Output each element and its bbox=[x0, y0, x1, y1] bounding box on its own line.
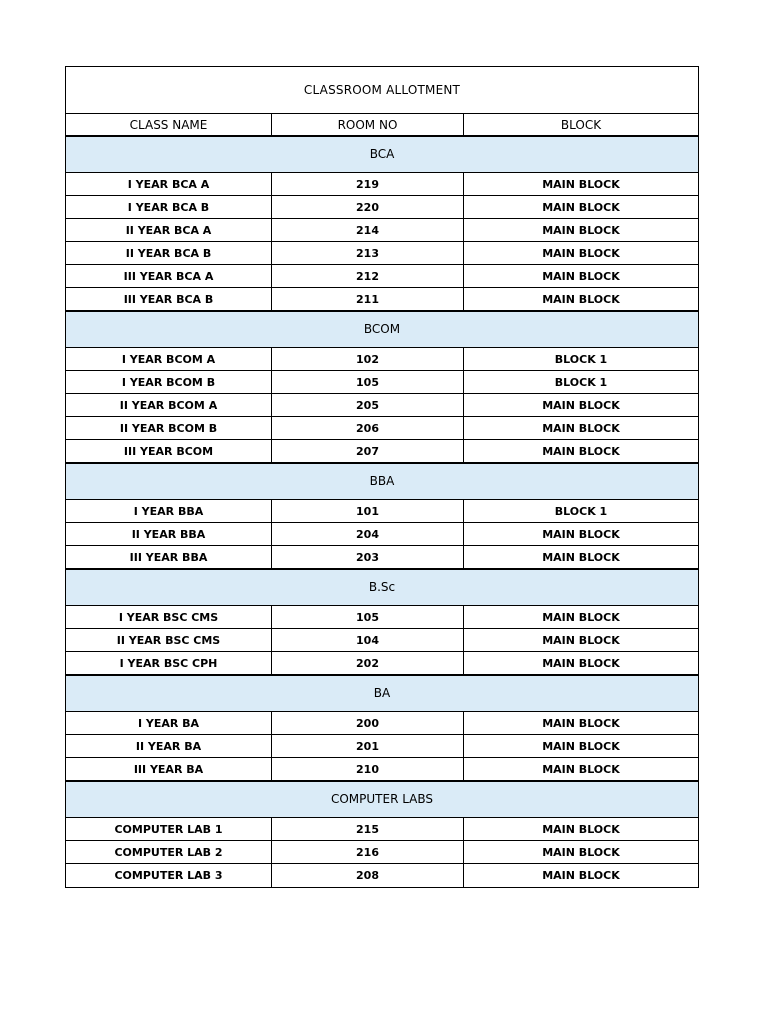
room-no-cell: 206 bbox=[272, 417, 464, 439]
class-name-cell: I YEAR BSC CPH bbox=[66, 652, 272, 674]
table-row bbox=[66, 652, 698, 675]
class-name-cell: III YEAR BA bbox=[66, 758, 272, 780]
table-row bbox=[66, 523, 698, 546]
block-cell: MAIN BLOCK bbox=[542, 269, 620, 283]
section-header-row bbox=[66, 136, 698, 173]
room-no-cell: 214 bbox=[272, 219, 464, 241]
class-name-cell: II YEAR BBA bbox=[66, 523, 272, 545]
table-row bbox=[66, 440, 698, 463]
room-no-cell: 200 bbox=[272, 712, 464, 734]
class-name-cell: III YEAR BBA bbox=[66, 546, 272, 568]
block-cell: BLOCK 1 bbox=[554, 504, 608, 518]
section-header-row bbox=[66, 463, 698, 500]
room-no-cell: 208 bbox=[272, 864, 464, 887]
room-no-cell: 207 bbox=[272, 440, 464, 462]
room-no-cell: 212 bbox=[272, 265, 464, 287]
table-row bbox=[66, 219, 698, 242]
section-title: COMPUTER LABS bbox=[330, 792, 434, 806]
class-name-cell: III YEAR BCOM bbox=[66, 440, 272, 462]
section-title: BBA bbox=[369, 474, 395, 488]
class-name-cell: I YEAR BBA bbox=[66, 500, 272, 522]
block-cell: BLOCK 1 bbox=[554, 375, 608, 389]
section-title: B.Sc bbox=[368, 580, 396, 594]
block-cell: MAIN BLOCK bbox=[542, 527, 620, 541]
block-cell: MAIN BLOCK bbox=[542, 845, 620, 859]
room-no-cell: 203 bbox=[272, 546, 464, 568]
table-row bbox=[66, 265, 698, 288]
class-name-cell: II YEAR BSC CMS bbox=[66, 629, 272, 651]
block-cell: MAIN BLOCK bbox=[542, 550, 620, 564]
block-cell: MAIN BLOCK bbox=[542, 223, 620, 237]
block-cell: MAIN BLOCK bbox=[542, 444, 620, 458]
room-no-cell: 102 bbox=[272, 348, 464, 370]
block-cell: MAIN BLOCK bbox=[542, 656, 620, 670]
table-row bbox=[66, 758, 698, 781]
section-header-row bbox=[66, 311, 698, 348]
room-no-cell: 202 bbox=[272, 652, 464, 674]
block-cell: MAIN BLOCK bbox=[542, 610, 620, 624]
class-name-cell: I YEAR BCOM B bbox=[66, 371, 272, 393]
table-title: CLASSROOM ALLOTMENT bbox=[303, 83, 461, 97]
block-cell: MAIN BLOCK bbox=[542, 822, 620, 836]
room-no-cell: 211 bbox=[272, 288, 464, 310]
room-no-cell: 101 bbox=[272, 500, 464, 522]
room-no-cell: 104 bbox=[272, 629, 464, 651]
room-no-cell: 210 bbox=[272, 758, 464, 780]
table-row bbox=[66, 242, 698, 265]
block-cell: MAIN BLOCK bbox=[542, 739, 620, 753]
class-name-cell: II YEAR BCA A bbox=[66, 219, 272, 241]
column-header-row bbox=[66, 114, 698, 136]
class-name-cell: II YEAR BCA B bbox=[66, 242, 272, 264]
classroom-allotment-table bbox=[65, 66, 699, 888]
block-cell: MAIN BLOCK bbox=[542, 292, 620, 306]
class-name-cell: I YEAR BA bbox=[66, 712, 272, 734]
room-no-cell: 220 bbox=[272, 196, 464, 218]
header-class-name: CLASS NAME bbox=[66, 114, 272, 135]
table-row bbox=[66, 606, 698, 629]
class-name-cell: COMPUTER LAB 3 bbox=[66, 864, 272, 887]
class-name-cell: II YEAR BA bbox=[66, 735, 272, 757]
table-body bbox=[66, 136, 698, 887]
block-cell: MAIN BLOCK bbox=[542, 177, 620, 191]
block-cell: MAIN BLOCK bbox=[542, 869, 620, 882]
class-name-cell: I YEAR BCOM A bbox=[66, 348, 272, 370]
class-name-cell: COMPUTER LAB 1 bbox=[66, 818, 272, 840]
class-name-cell: I YEAR BCA A bbox=[66, 173, 272, 195]
table-row bbox=[66, 173, 698, 196]
room-no-cell: 204 bbox=[272, 523, 464, 545]
table-row bbox=[66, 348, 698, 371]
title-row bbox=[66, 67, 698, 114]
class-name-cell: II YEAR BCOM A bbox=[66, 394, 272, 416]
room-no-cell: 105 bbox=[272, 606, 464, 628]
room-no-cell: 205 bbox=[272, 394, 464, 416]
room-no-cell: 201 bbox=[272, 735, 464, 757]
room-no-cell: 213 bbox=[272, 242, 464, 264]
class-name-cell: COMPUTER LAB 2 bbox=[66, 841, 272, 863]
class-name-cell: III YEAR BCA B bbox=[66, 288, 272, 310]
table-row bbox=[66, 394, 698, 417]
room-no-cell: 219 bbox=[272, 173, 464, 195]
class-name-cell: II YEAR BCOM B bbox=[66, 417, 272, 439]
room-no-cell: 216 bbox=[272, 841, 464, 863]
class-name-cell: I YEAR BCA B bbox=[66, 196, 272, 218]
block-cell: MAIN BLOCK bbox=[542, 421, 620, 435]
class-name-cell: III YEAR BCA A bbox=[66, 265, 272, 287]
section-header-row bbox=[66, 675, 698, 712]
header-room-no: ROOM NO bbox=[272, 114, 464, 135]
section-header-row bbox=[66, 781, 698, 818]
block-cell: BLOCK 1 bbox=[554, 352, 608, 366]
block-cell: MAIN BLOCK bbox=[542, 398, 620, 412]
table-row bbox=[66, 288, 698, 311]
table-row bbox=[66, 196, 698, 219]
room-no-cell: 105 bbox=[272, 371, 464, 393]
table-row bbox=[66, 712, 698, 735]
section-title: BCOM bbox=[363, 322, 401, 336]
section-title: BA bbox=[373, 686, 391, 700]
class-name-cell: I YEAR BSC CMS bbox=[66, 606, 272, 628]
block-cell: MAIN BLOCK bbox=[542, 633, 620, 647]
room-no-cell: 215 bbox=[272, 818, 464, 840]
section-title: BCA bbox=[369, 147, 395, 161]
block-cell: MAIN BLOCK bbox=[542, 762, 620, 776]
table-row bbox=[66, 546, 698, 569]
block-cell: MAIN BLOCK bbox=[542, 716, 620, 730]
table-row bbox=[66, 417, 698, 440]
table-row bbox=[66, 864, 698, 887]
block-cell: MAIN BLOCK bbox=[542, 200, 620, 214]
table-row bbox=[66, 629, 698, 652]
table-row bbox=[66, 500, 698, 523]
header-block: BLOCK bbox=[560, 117, 602, 132]
section-header-row bbox=[66, 569, 698, 606]
block-cell: MAIN BLOCK bbox=[542, 246, 620, 260]
table-row bbox=[66, 371, 698, 394]
table-row bbox=[66, 841, 698, 864]
table-row bbox=[66, 818, 698, 841]
table-row bbox=[66, 735, 698, 758]
